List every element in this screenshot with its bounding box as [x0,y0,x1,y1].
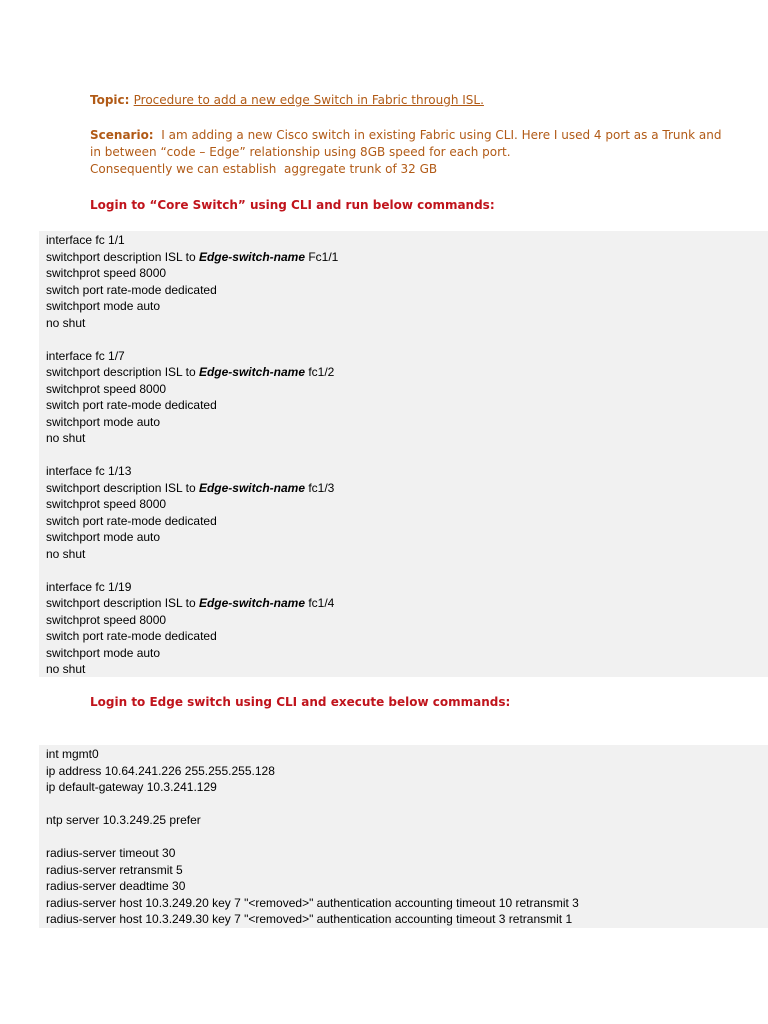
code-line: interface fc 1/19 [46,579,132,594]
scenario-label: Scenario: [90,128,154,142]
code-text: switchport description ISL to [46,596,199,610]
code-line: no shut [46,546,86,561]
code-line [46,249,768,266]
code-text: switchport description ISL to [46,365,199,379]
topic-label: Topic: [90,93,134,107]
core-interface-group [46,232,768,331]
code-line [46,595,768,612]
code-line: int mgmt0 [46,747,99,761]
code-line: interface fc 1/1 [46,233,125,247]
code-line: switchprot speed 8000 [46,612,167,627]
code-line: switch port rate-mode dedicated [46,513,217,528]
scenario-line-1 [90,127,760,144]
edge-switch-name: Edge-switch-name [198,480,305,495]
core-switch-commands [39,231,768,677]
core-interface-group [46,579,768,678]
scenario-text-1: I am adding a new Cisco switch in existing Fabric using CLI. Here I used 4 port as a Trunk and [153,128,722,142]
code-line: radius-server timeout 30 [46,846,176,860]
scenario-line-2: in between “code – Edge” relationship using 8GB speed for each port. [90,145,511,159]
code-line: interface fc 1/7 [46,348,125,363]
code-text: switchport description ISL to [46,480,199,495]
code-line: switchprot speed 8000 [46,497,167,511]
code-line [46,480,768,497]
code-line: switchprot speed 8000 [46,266,167,280]
code-line: no shut [46,431,86,445]
scenario-paragraph [90,127,760,178]
edge-switch-heading: Login to Edge switch using CLI and execute below commands: [90,695,511,709]
code-line: ntp server 10.3.249.25 prefer [46,813,201,827]
code-text: Fc1/1 [305,249,339,264]
code-text: fc1/3 [305,480,335,495]
code-line [46,364,768,381]
edge-command-group [46,845,768,928]
core-interface-group [46,463,768,562]
code-line: switchport mode auto [46,530,161,544]
code-line: switch port rate-mode dedicated [46,398,217,412]
code-line: radius-server host 10.3.249.30 key 7 "<removed>" authentication accounting timeout 3 retransmit 1 [46,912,573,926]
edge-command-group [46,812,768,829]
code-line: switchprot speed 8000 [46,381,167,396]
code-line: no shut [46,662,86,676]
code-line: switch port rate-mode dedicated [46,629,217,643]
core-interface-group [46,348,768,447]
code-line: ip address 10.64.241.226 255.255.255.128 [46,763,275,778]
edge-switch-name: Edge-switch-name [198,365,305,379]
code-line: radius-server host 10.3.249.20 key 7 "<removed>" authentication accounting timeout 10 retransmit 3 [46,895,579,910]
code-text: switchport description ISL to [46,249,199,264]
edge-switch-name: Edge-switch-name [198,596,305,610]
code-line: radius-server deadtime 30 [46,879,186,893]
edge-switch-commands [39,745,768,928]
code-text: fc1/4 [305,596,335,610]
code-line: ip default-gateway 10.3.241.129 [46,780,217,794]
code-line: no shut [46,315,86,330]
code-line: switchport mode auto [46,414,161,429]
edge-switch-name: Edge-switch-name [198,249,305,264]
code-text: fc1/2 [305,365,335,379]
code-line: interface fc 1/13 [46,464,132,478]
scenario-line-3: Consequently we can establish aggregate trunk of 32 GB [90,162,438,176]
code-line: switchport mode auto [46,299,161,313]
edge-command-group [46,746,768,796]
core-switch-heading: Login to “Core Switch” using CLI and run below commands: [90,198,495,212]
code-line: radius-server retransmit 5 [46,862,183,877]
code-line: switchport mode auto [46,645,161,660]
topic-line [90,92,760,109]
code-line: switch port rate-mode dedicated [46,282,217,297]
topic-title: Procedure to add a new edge Switch in Fabric through ISL. [133,93,484,107]
